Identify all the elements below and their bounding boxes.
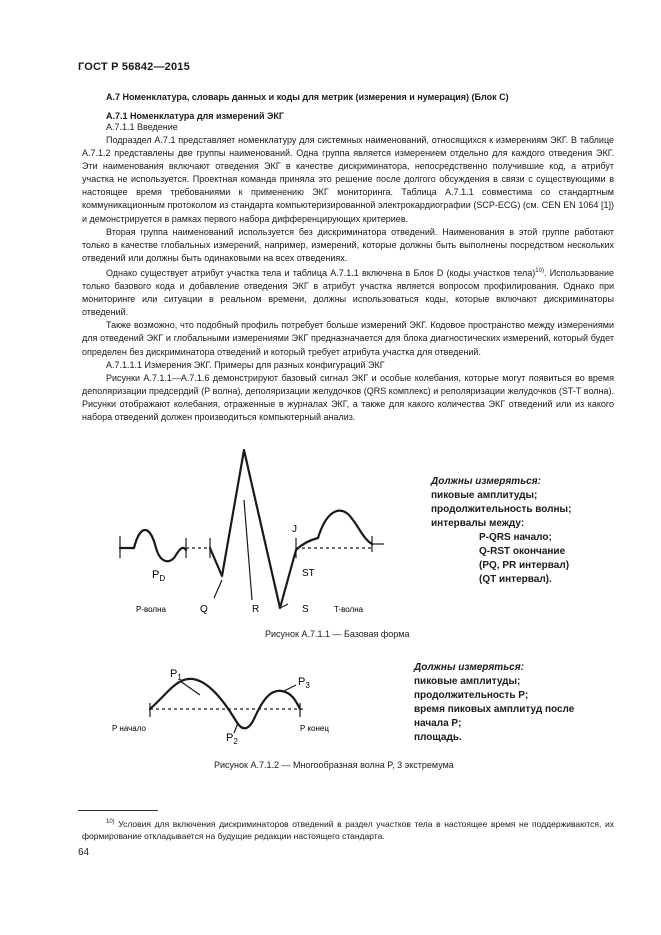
measure-item: площадь.	[414, 732, 462, 743]
measure-item: начала P;	[414, 718, 462, 729]
measure-item: продолжительность волны;	[431, 504, 572, 515]
paragraph-text: . Использование только базового кода и добавление отведения ЭКГ в атрибут участка является вопросом профилирования. Однако при мониторинге или ситуации в реальном времени, должны использоваться коды, которые включают дискриминаторы отведений.	[82, 267, 615, 318]
paragraph	[82, 265, 614, 319]
body-text	[82, 134, 614, 424]
figure1-caption: Рисунок А.7.1.1 — Базовая форма	[265, 629, 410, 639]
page-number: 64	[78, 847, 90, 858]
p2-leader	[234, 723, 238, 733]
qrs-complex	[210, 450, 296, 608]
measure-subitem: (QT интервал).	[479, 574, 552, 585]
measure-item: пиковые амплитуды;	[414, 676, 521, 687]
s-label: S	[302, 604, 309, 615]
footnote-ref: 10)	[535, 267, 544, 274]
multiform-p-wave-curve	[150, 679, 300, 728]
subsubsection-heading: А.7.1.1 Введение	[106, 122, 178, 132]
measure-title: Должны измеряться:	[414, 662, 524, 673]
footnote-mark: 10)	[106, 819, 115, 825]
section-heading: А.7 Номенклатура, словарь данных и коды для метрик (измерения и нумерация) (Блок С)	[106, 92, 509, 102]
p1-leader	[180, 681, 200, 695]
figure2-caption: Рисунок А.7.1.2 — Многообразная волна P, 3 экстремума	[214, 760, 454, 770]
st-label: ST	[302, 568, 315, 579]
r-leader	[244, 500, 252, 600]
paragraph: Также возможно, что подобный профиль потребует больше измерений ЭКГ. Кодовое пространство между измерениями для отведений ЭКГ и глобальными измерениями ЭКГ предназначается для блока диагностических измерений, который будет определен без дискриминатора отведений и который требует атрибута участка для отведений.	[82, 320, 614, 357]
p1-label: $P_1$	[170, 668, 182, 682]
pd-label: $P_D$	[152, 569, 166, 583]
paragraph: Рисунки А.7.1.1—А.7.1.6 демонстрируют базовый сигнал ЭКГ и особые колебания, которые могут появиться во время деполяризации предсердий (Р волна), деполяризации желудочков (QRS комплекс) и реполяризации желудочков (ST-T волна). Рисунки отображают колебания, отраженные в журналах ЭКГ, а также для какого количества ЭКГ отведений или из какого набора отведений должен производиться компьютерный анализ.	[82, 372, 614, 422]
p2-label: $P_2$	[226, 732, 238, 746]
measure-subitem: P-QRS начало;	[479, 532, 552, 543]
paragraph: Подраздел А.7.1 представляет номенклатуру для системных наименований, относящихся к измерениям ЭКГ. В таблице А.7.1.2 представлены две группы наименований. Одна группа является измерением отдельно для каждого отведения ЭКГ. Эти наименования включают отведения ЭКГ в качестве дискриминатора, непосредственно получившие код, а атрибут участка не используется. Проектная команда приняла это решение после долгого обсуждения в связи с существующими в настоящее время требованиями к применению ЭКГ мониторинга. Таблица А.7.1.1 совместима со стандартным коммуникационным протоколом из стандарта компьютеризированной электрокардиографии (SCP-ECG) (см. CEN EN 1064 [1]) и демонстрируется в рамках первого набора дифференцирующих критериев.	[82, 135, 614, 224]
paragraph: Вторая группа наименований используется без дискриминатора отведений. Наименования в этой группе работают только в качестве глобальных измерений, например, измерений, которые должны быть выполнены посредством нескольких отведений или должны быть одинаковыми на всех отведениях.	[82, 226, 614, 263]
t-wave-label: T-волна	[334, 605, 364, 614]
measure-item: пиковые амплитуды;	[431, 490, 538, 501]
measure-title: Должны измеряться:	[431, 476, 541, 487]
paragraph: А.7.1.1.1 Измерения ЭКГ. Примеры для разных конфигураций ЭКГ	[106, 359, 385, 370]
p-start-label: P начало	[112, 724, 146, 733]
subsection-heading: А.7.1 Номенклатура для измерений ЭКГ	[106, 111, 284, 121]
measure-item: продолжительность P;	[414, 690, 529, 701]
q-label: Q	[200, 604, 208, 615]
p-wave-curve	[134, 530, 186, 561]
footnote-divider	[78, 810, 158, 811]
document-header: ГОСТ Р 56842—2015	[78, 61, 190, 73]
footnote	[82, 816, 614, 842]
q-leader	[214, 580, 222, 598]
t-wave-curve	[318, 511, 372, 544]
p-end-label: P конец	[300, 724, 329, 733]
fig1-measurement-list	[431, 475, 571, 587]
p-wave-label: P-волна	[136, 605, 166, 614]
p3-leader	[284, 685, 296, 691]
measure-subitem: (PQ, PR интервал)	[479, 560, 570, 571]
p3-label: $P_3$	[298, 676, 310, 690]
measure-item: интервалы между:	[431, 518, 525, 529]
footnote-text: Условия для включения дискриминаторов отведений в раздел участков тела в настоящее время не поддерживаются, их формирование откладывается на будущие редакции настоящего стандарта.	[82, 818, 614, 841]
paragraph-text: Однако существует атрибут участка тела и таблица А.7.1.1 включена в Блок D (коды участков тела)	[106, 267, 536, 278]
measure-item: время пиковых амплитуд после	[414, 704, 575, 715]
j-label: J	[292, 524, 297, 535]
measure-subitem: Q-RST окончание	[479, 546, 566, 557]
r-label: R	[252, 604, 260, 615]
fig2-measurement-list	[414, 661, 574, 745]
